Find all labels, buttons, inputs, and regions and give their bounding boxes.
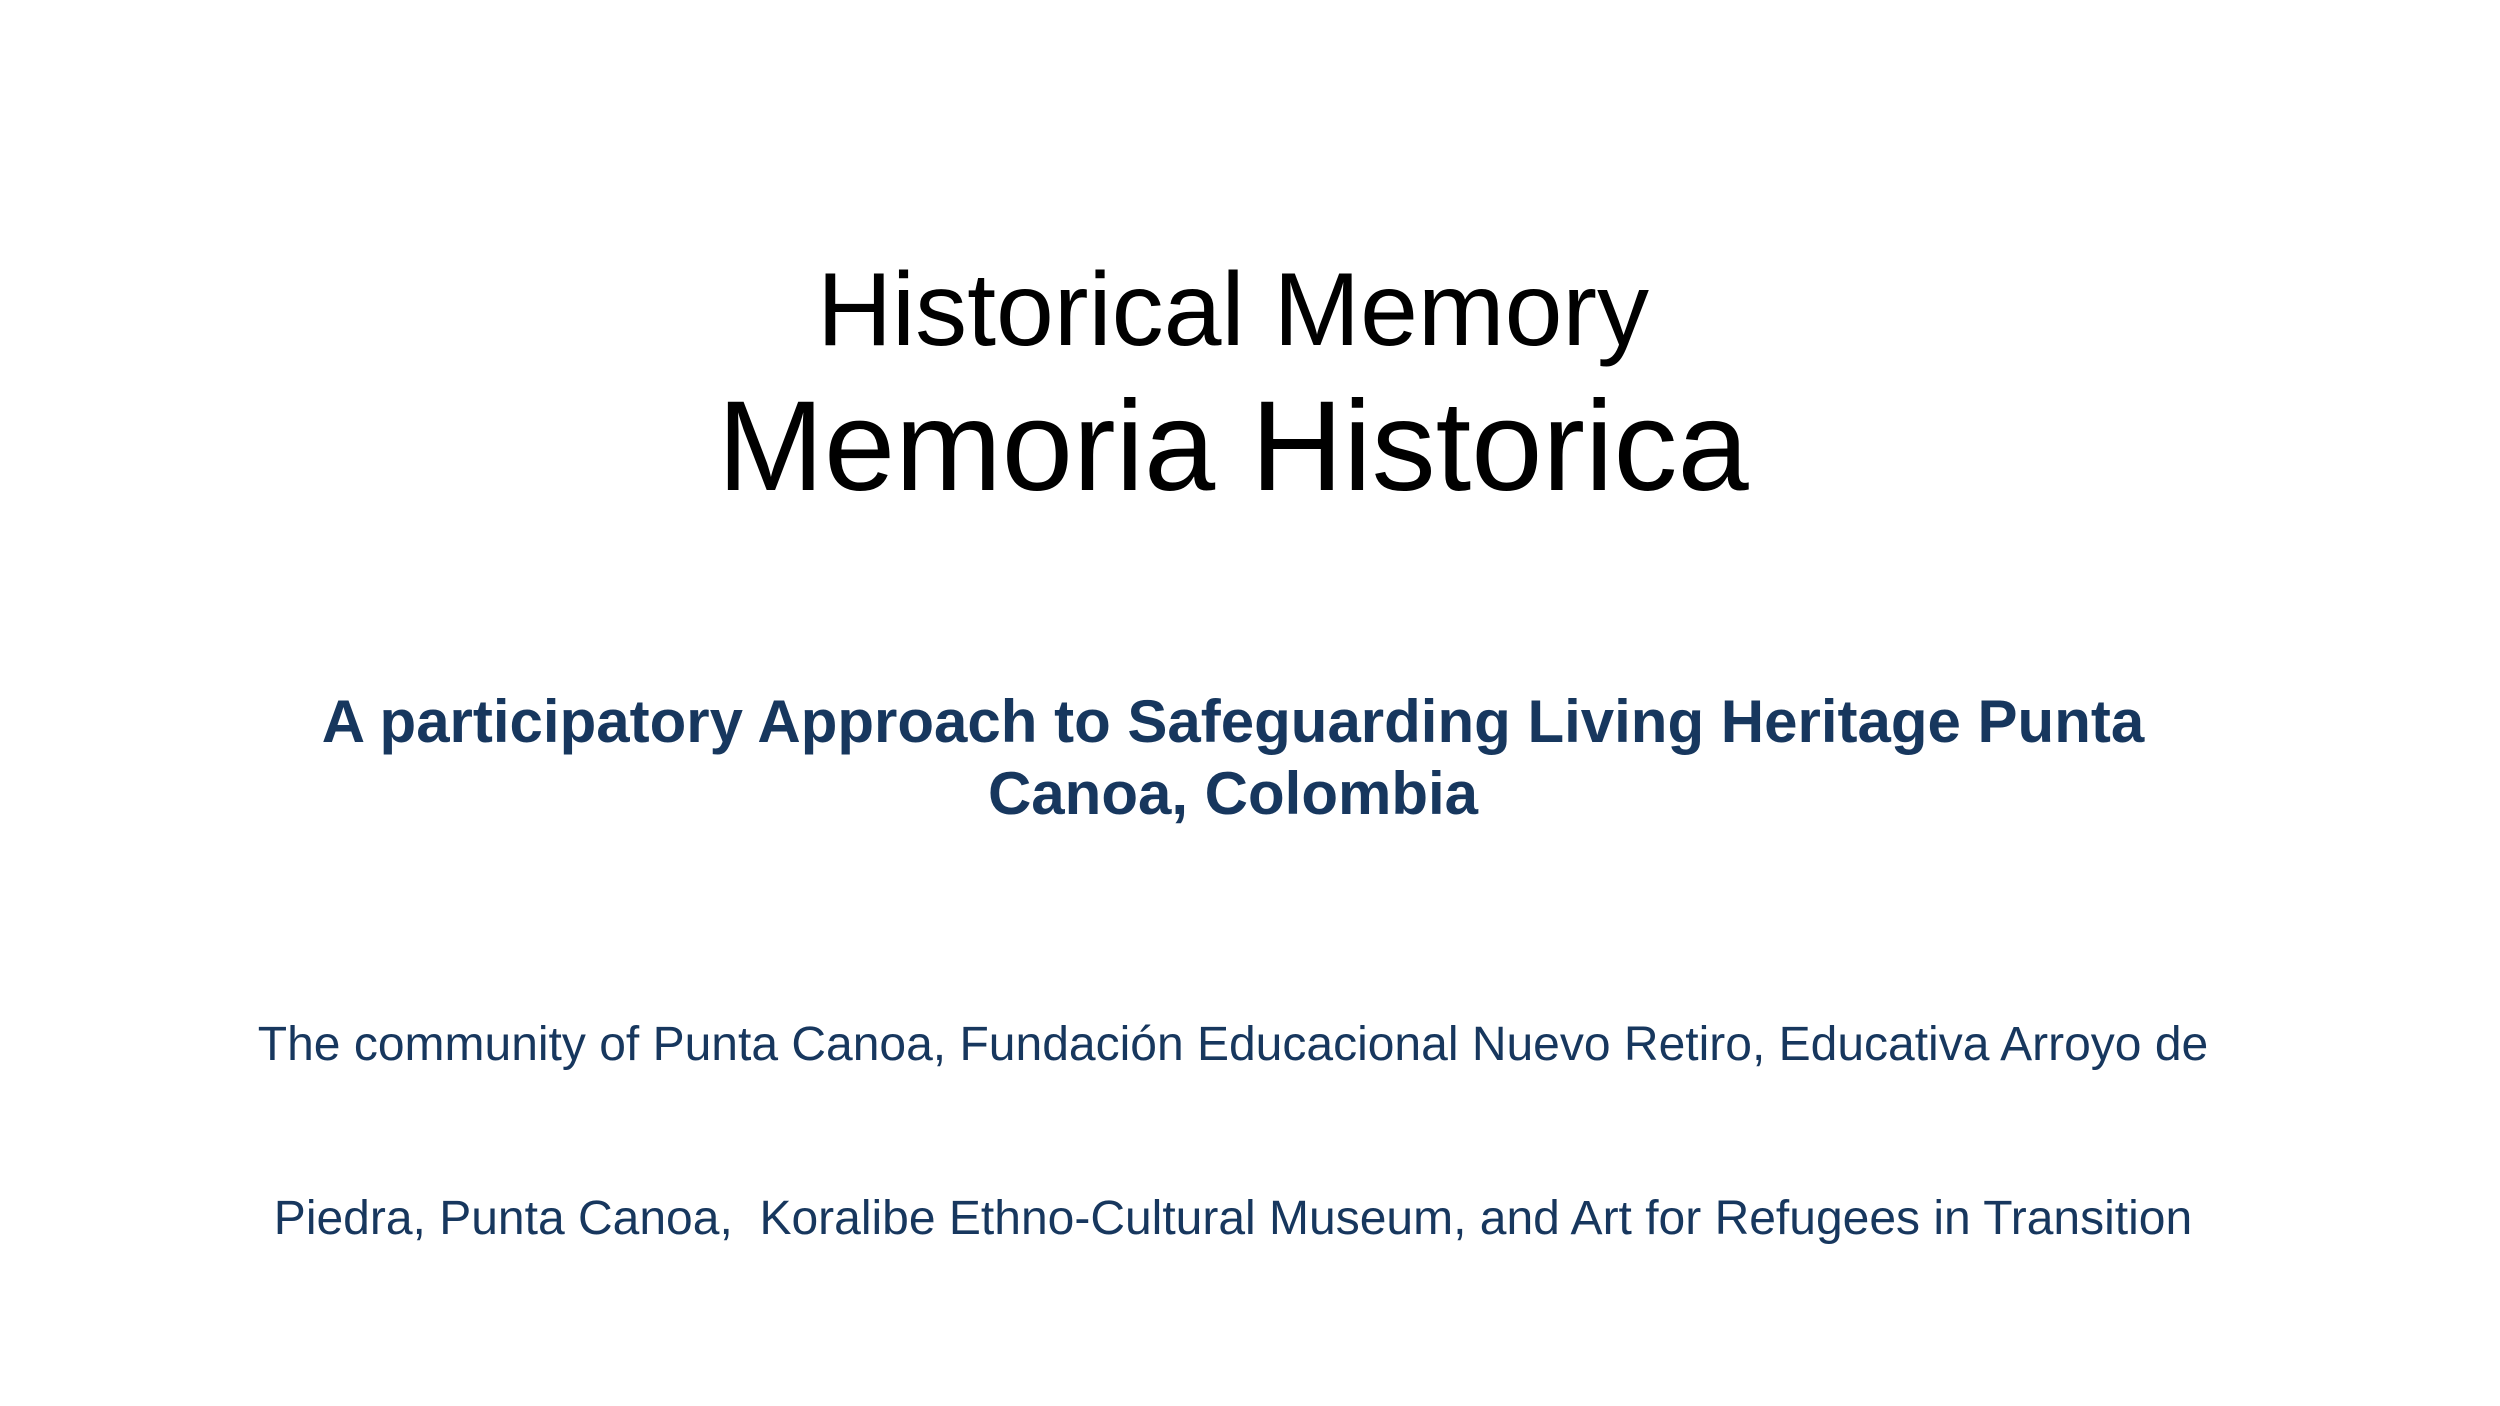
- subtitle-line-2: Canoa, Colombia: [987, 760, 1479, 827]
- title-english: Historical Memory: [816, 252, 1650, 368]
- credits-line-1: The community of Punta Canoa, Fundación Educacional Nuevo Retiro, Educativa Arroyo de: [257, 1018, 2209, 1071]
- subtitle-line-1: A participatory Approach to Safeguarding Living Heritage Punta: [321, 688, 2145, 755]
- credits-line-2: Piedra, Punta Canoa, Koralibe Ethno-Cultural Museum, and Art for Refugees in Transition: [273, 1192, 2193, 1245]
- title-spanish: Memoria Historica: [717, 375, 1749, 518]
- credits: [200, 900, 2266, 1364]
- subtitle: [280, 686, 2186, 830]
